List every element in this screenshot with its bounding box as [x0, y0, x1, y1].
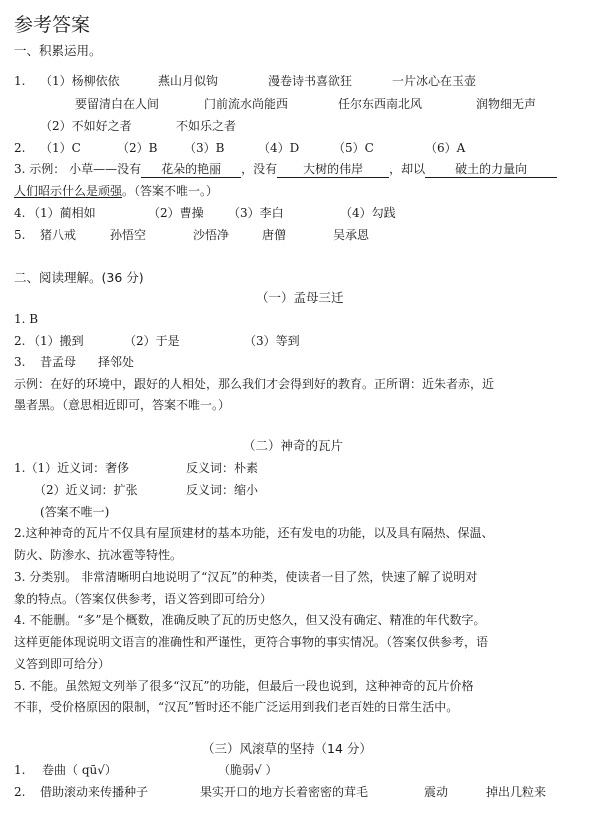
- answer-item: （6）A: [425, 141, 466, 155]
- answer-line: 义答到即可给分）: [14, 657, 111, 671]
- answer-item: 掉出几粒来: [486, 785, 547, 799]
- answer-item: （5）C: [333, 141, 374, 155]
- answer-item: （2）于是: [124, 334, 180, 348]
- answer-item: 择邻处: [98, 355, 135, 369]
- answer-item: 昔孟母: [40, 355, 77, 369]
- page-title: 参考答案: [14, 14, 91, 36]
- answer-item: 猪八戒: [40, 228, 77, 242]
- answer-line: 2.这种神奇的瓦片不仅具有屋顶建材的基本功能，还有发电的功能，以及具有隔热、保温、: [14, 526, 494, 540]
- answer-item: （1）蔺相如: [28, 206, 96, 220]
- question-number: 2.: [14, 334, 26, 348]
- subsection-title: （二）神奇的瓦片: [243, 438, 344, 453]
- answer-item: （3）B: [184, 141, 225, 155]
- answer-item: （3）李白: [228, 206, 284, 220]
- answer-item: （1）C: [40, 141, 81, 155]
- answer-line: 防火、防渗水、抗冰雹等特性。: [14, 548, 183, 562]
- answer-item: 1.（1）近义词：奢侈: [14, 461, 130, 475]
- fill-blank: 人们昭示什么是顽强: [14, 184, 123, 198]
- answer-item: 燕山月似钩: [158, 74, 219, 88]
- answer-item: 反义词：缩小: [186, 483, 259, 497]
- answer-item: 润物细无声: [476, 97, 537, 111]
- answer-line: 3. 分类别。 非常清晰明白地说明了“汉瓦”的种类，使读者一目了然，快速了解了说明对: [14, 570, 478, 584]
- answer-line: 示例：在好的环境中，跟好的人相处，那么我们才会得到好的教育。正所谓：近朱者赤，近: [14, 377, 495, 391]
- answer-item: 任尔东西南北风: [338, 97, 423, 111]
- answer-item: 要留清白在人间: [75, 97, 160, 111]
- answer-line: 这样更能体现说明文语言的准确性和严谨性，更符合事物的事实情况。（答案仅供参考，语: [14, 635, 489, 649]
- answer-item: （3）等到: [244, 334, 300, 348]
- answer-line: 象的特点。（答案仅供参考，语义答到即可给分）: [14, 592, 273, 606]
- fill-blank: 大树的伟岸: [277, 162, 389, 178]
- answer-line: 4. 不能删。“多”是个概数，准确反映了瓦的历史悠久，但又没有确定、精准的年代数字。: [14, 613, 486, 627]
- answer-line: 不菲，受价格原因的限制，“汉瓦”暂时还不能广泛运用到我们老百姓的日常生活中。: [14, 700, 459, 714]
- answer-item: 不如乐之者: [176, 119, 237, 133]
- question-number: 2.: [14, 141, 26, 155]
- answer-q3-line2: 人们昭示什么是顽强。（答案不唯一。）: [14, 184, 219, 198]
- answer-line: 1. B: [14, 312, 39, 326]
- answer-line: (答案不唯一): [40, 505, 110, 519]
- question-number: 3.: [14, 355, 26, 369]
- fill-blank: 花朵的艳丽: [141, 162, 241, 178]
- answer-item: 反义词：朴素: [186, 461, 259, 475]
- subsection-title: （三）风滚草的坚持（14 分）: [202, 741, 372, 756]
- answer-item: （4）D: [258, 141, 300, 155]
- answer-item: 唐僧: [262, 228, 287, 242]
- question-number: 5.: [14, 228, 26, 242]
- answer-item: 果实开口的地方长着密密的茸毛: [200, 785, 369, 799]
- answer-item: 漫卷诗书喜欲狂: [268, 74, 353, 88]
- answer-item: （2）近义词：扩张: [34, 483, 138, 497]
- question-number: 1.: [14, 74, 26, 88]
- question-number: 2.: [14, 785, 26, 799]
- answer-item: 吴承恩: [333, 228, 370, 242]
- answer-item: （1）搬到: [28, 334, 84, 348]
- answer-line: 墨者黑。（意思相近即可，答案不唯一。）: [14, 398, 231, 412]
- answer-item: （1）杨柳依依: [40, 74, 120, 88]
- answer-item: 震动: [424, 785, 449, 799]
- section-heading: 二、阅读理解。(36 分): [14, 270, 144, 285]
- subsection-title: （一）孟母三迁: [256, 290, 344, 305]
- answer-q3-line1: 3. 示例： 小草——没有 花朵的艳丽 ，没有 大树的伟岸 ，却以 破土的力量向: [14, 161, 557, 178]
- fill-blank: 破土的力量向: [425, 162, 557, 178]
- section-heading: 一、积累运用。: [14, 43, 102, 58]
- question-number: 1.: [14, 763, 26, 777]
- question-number: 4.: [14, 206, 26, 220]
- answer-item: （脆弱√ ）: [218, 763, 278, 777]
- answer-item: （2）B: [117, 141, 158, 155]
- answer-item: 借助滚动来传播种子: [40, 785, 149, 799]
- answer-item: （4）勾践: [340, 206, 396, 220]
- answer-item: （2）曹操: [148, 206, 204, 220]
- answer-item: 一片冰心在玉壶: [392, 74, 477, 88]
- answer-item: 孙悟空: [110, 228, 147, 242]
- answer-item: 卷曲（ qū√）: [42, 763, 117, 777]
- answer-item: （2）不如好之者: [40, 119, 132, 133]
- answer-line: 5. 不能。虽然短文列举了很多“汉瓦”的功能，但最后一段也说到，这种神奇的瓦片价格: [14, 679, 474, 693]
- answer-item: 沙悟净: [193, 228, 230, 242]
- answer-item: 门前流水尚能西: [204, 97, 289, 111]
